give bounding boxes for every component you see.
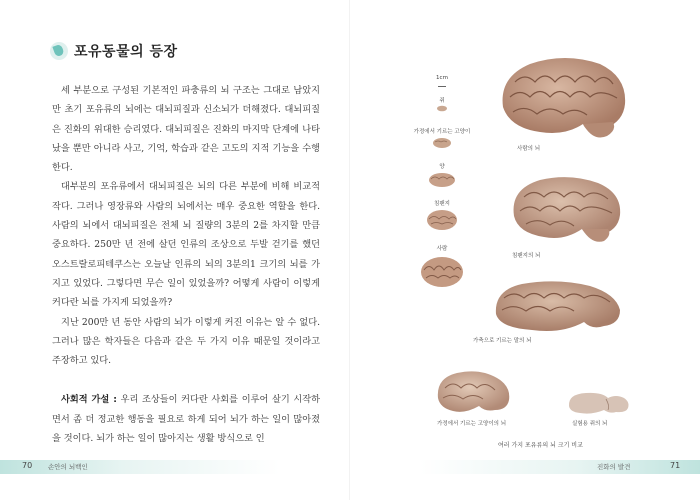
scale-label-dog: 양 <box>439 164 445 170</box>
chimp-brain-large <box>508 171 626 247</box>
scale-label-chimp: 침팬지 <box>434 201 450 207</box>
right-page <box>350 0 700 500</box>
scale-label-mouse: 쥐 <box>439 98 445 104</box>
section-title: 포유동물의 등장 <box>74 44 178 60</box>
section-heading <box>50 40 178 62</box>
paragraph-1: 세 부분으로 구성된 기본적인 파충류의 뇌 구조는 그대로 남았지만 초기 포유류의 뇌에는 대뇌피질과 신소뇌가 더해졌다. 대뇌피질은 진화의 위대한 승리였다. 대뇌피질은 진화의 마지막 단계에 나타났을 뿐만 아니라 사고, 기억, 학습과 같은 고도의 지적 기능을 수행한다. <box>52 85 320 174</box>
scale-label-1cm: 1cm <box>436 75 448 81</box>
chimp-brain-small <box>426 209 458 233</box>
page-number-left: 70 <box>22 461 33 470</box>
leaf-icon <box>50 42 68 60</box>
cat-brain-small <box>432 137 452 149</box>
scale-label-human: 사람 <box>436 246 448 252</box>
scale-bar <box>438 86 446 87</box>
mouse-brain-small <box>436 105 448 112</box>
label-rat-brain: 실험용 쥐의 뇌 <box>572 421 608 427</box>
figure-caption: 여러 가지 포유류의 뇌 크기 비교 <box>498 442 583 449</box>
label-horse-brain: 가축으로 기르는 말의 뇌 <box>473 338 532 344</box>
scale-label-cat: 가정에서 기르는 고양이 <box>413 129 471 135</box>
paragraph-3: 지난 200만 년 동안 사람의 뇌가 이렇게 커진 이유는 알 수 없다. 그러나 많은 학자들은 다음과 같은 두 가지 이유 때문일 것이라고 주장하고 있다. <box>52 316 320 367</box>
book-title: 손안의 뇌백인 <box>48 463 88 471</box>
right-footer <box>350 460 700 474</box>
label-human-brain: 사람의 뇌 <box>517 146 541 152</box>
hypothesis-paragraph <box>52 390 320 448</box>
body-text <box>52 81 320 448</box>
label-cat-brain: 가정에서 기르는 고양이의 뇌 <box>437 421 507 427</box>
horse-brain-large <box>492 276 624 338</box>
rat-brain-large <box>566 388 632 418</box>
hypothesis-label: 사회적 가설 : <box>61 394 117 406</box>
left-footer <box>0 460 350 474</box>
page-number-right: 71 <box>670 461 681 470</box>
human-brain-large <box>495 52 630 144</box>
sheep-brain-small <box>428 172 456 188</box>
hypothesis-text: 우리 조상들이 커다란 사회를 이루어 살기 시작하면서 좀 더 정교한 행동을 필요로 하게 되어 뇌가 하는 일이 많아졌을 것이다. 뇌가 하는 일이 많아지는 생활 방식으로 인 <box>52 394 320 445</box>
cat-brain-large <box>435 368 513 418</box>
chapter-title: 진화의 발견 <box>597 463 631 471</box>
paragraph-2: 대부분의 포유류에서 대뇌피질은 뇌의 다른 부분에 비해 비교적 작다. 그러나 영장류와 사람의 뇌에서는 매우 중요한 역할을 한다. 사람의 뇌에서 대뇌피질은 전체 뇌 질량의 3분의 2를 차지할 만큼 중요하다. 250만 년 전에 살던 인류의 조상으로 두발 걷기를 했던 오스트랄로피테쿠스는 오늘날 인류의 뇌의 3분의1 크기의 뇌를 가지고 있었다. 그렇다면 무슨 일이 있었을까? 어떻게 사람이 이렇게 커다란 뇌를 가지게 되었을까? <box>52 181 320 309</box>
human-brain-small <box>420 256 464 290</box>
label-chimp-brain: 침팬지의 뇌 <box>512 253 541 259</box>
